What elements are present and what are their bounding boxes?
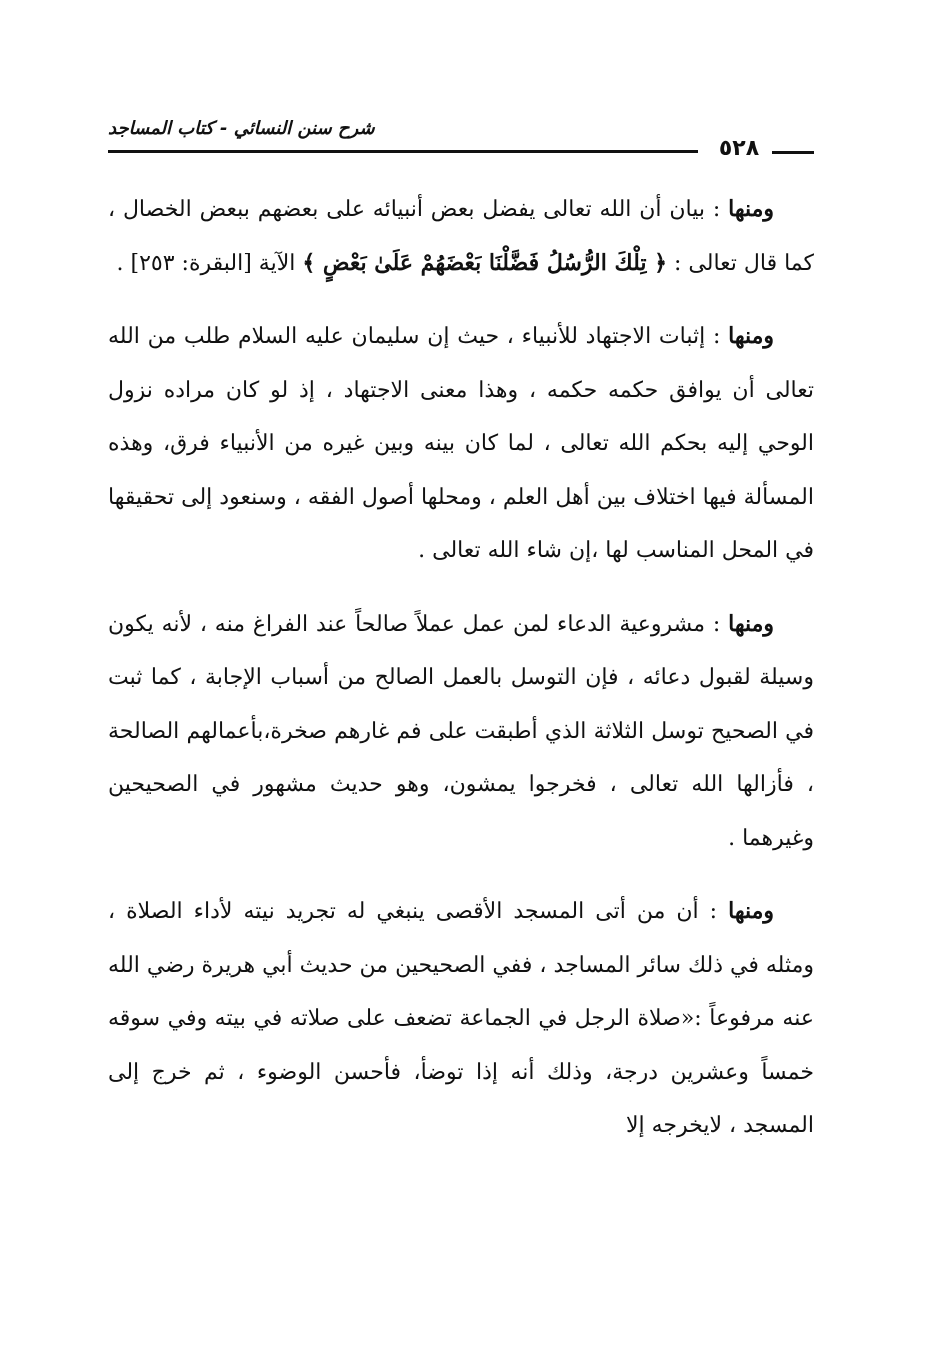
page-body <box>108 183 814 1173</box>
paragraph-text: : إثبات الاجتهاد للأنبياء ، حيث إن سليمان عليه السلام طلب من الله تعالى أن يوافق حكمه حكمه ، وهذا معنى الاجتهاد ، إذ لو كان مراده نزول الوحي إليه بحكم الله تعالى ، لما كان بينه وبين غيره من الأنبياء فرق، وهذه المسألة فيها اختلاف بين أهل العلم ، ومحلها أصول الفقه ، وسنعود إلى تحقيقها في المحل المناسب لها ،إن شاء الله تعالى . <box>108 324 814 563</box>
quran-verse: ﴿ تِلْكَ الرُّسُلُ فَضَّلْنَا بَعْضَهُمْ عَلَىٰ بَعْضٍ ﴾ <box>302 249 668 276</box>
running-header <box>108 118 814 168</box>
header-rule <box>108 150 698 153</box>
paragraph-2 <box>108 310 814 578</box>
paragraph-lead: ومنها <box>728 610 774 637</box>
paragraph-4 <box>108 885 814 1153</box>
header-title: شرح سنن النسائي - كتاب المساجد <box>108 118 375 139</box>
page-number-rule <box>772 151 814 154</box>
page-number: ٥٢٨ <box>718 136 760 161</box>
paragraph-lead: ومنها <box>728 898 774 924</box>
verse-reference: الآية [البقرة: ٢٥٣] . <box>116 250 303 276</box>
paragraph-lead: ومنها <box>728 323 774 349</box>
paragraph-text: : بيان أن الله تعالى يفضل بعض أنبيائه على بعضهم ببعض الخصال ، كما قال تعالى : <box>108 197 814 276</box>
paragraph-1 <box>108 183 814 290</box>
paragraph-3 <box>108 598 814 866</box>
paragraph-lead: ومنها <box>728 196 774 222</box>
paragraph-text: : أن من أتى المسجد الأقصى ينبغي له تجريد نيته لأداء الصلاة ، ومثله في ذلك سائر المساجد ، ففي الصحيحين من حديث أبي هريرة رضي الله عنه مرفوعاً :«صلاة الرجل في الجماعة تضعف على صلاته في بيته وفي سوقه خمساً وعشرين درجة، وذلك أنه إذا توضأ، فأحسن الوضوء ، ثم خرج إلى المسجد ، لايخرجه إلا <box>108 899 814 1138</box>
paragraph-text: : مشروعية الدعاء لمن عمل عملاً صالحاً عند الفراغ منه ، لأنه يكون وسيلة لقبول دعائه ، فإن التوسل بالعمل الصالح من أسباب الإجابة ، كما ثبت في الصحيح توسل الثلاثة الذي أطبقت على فم غارهم صخرة،بأعمالهم الصالحة ، فأزالها الله تعالى ، فخرجوا يمشون، وهو حديث مشهور في الصحيحين وغيرهما . <box>108 611 815 851</box>
